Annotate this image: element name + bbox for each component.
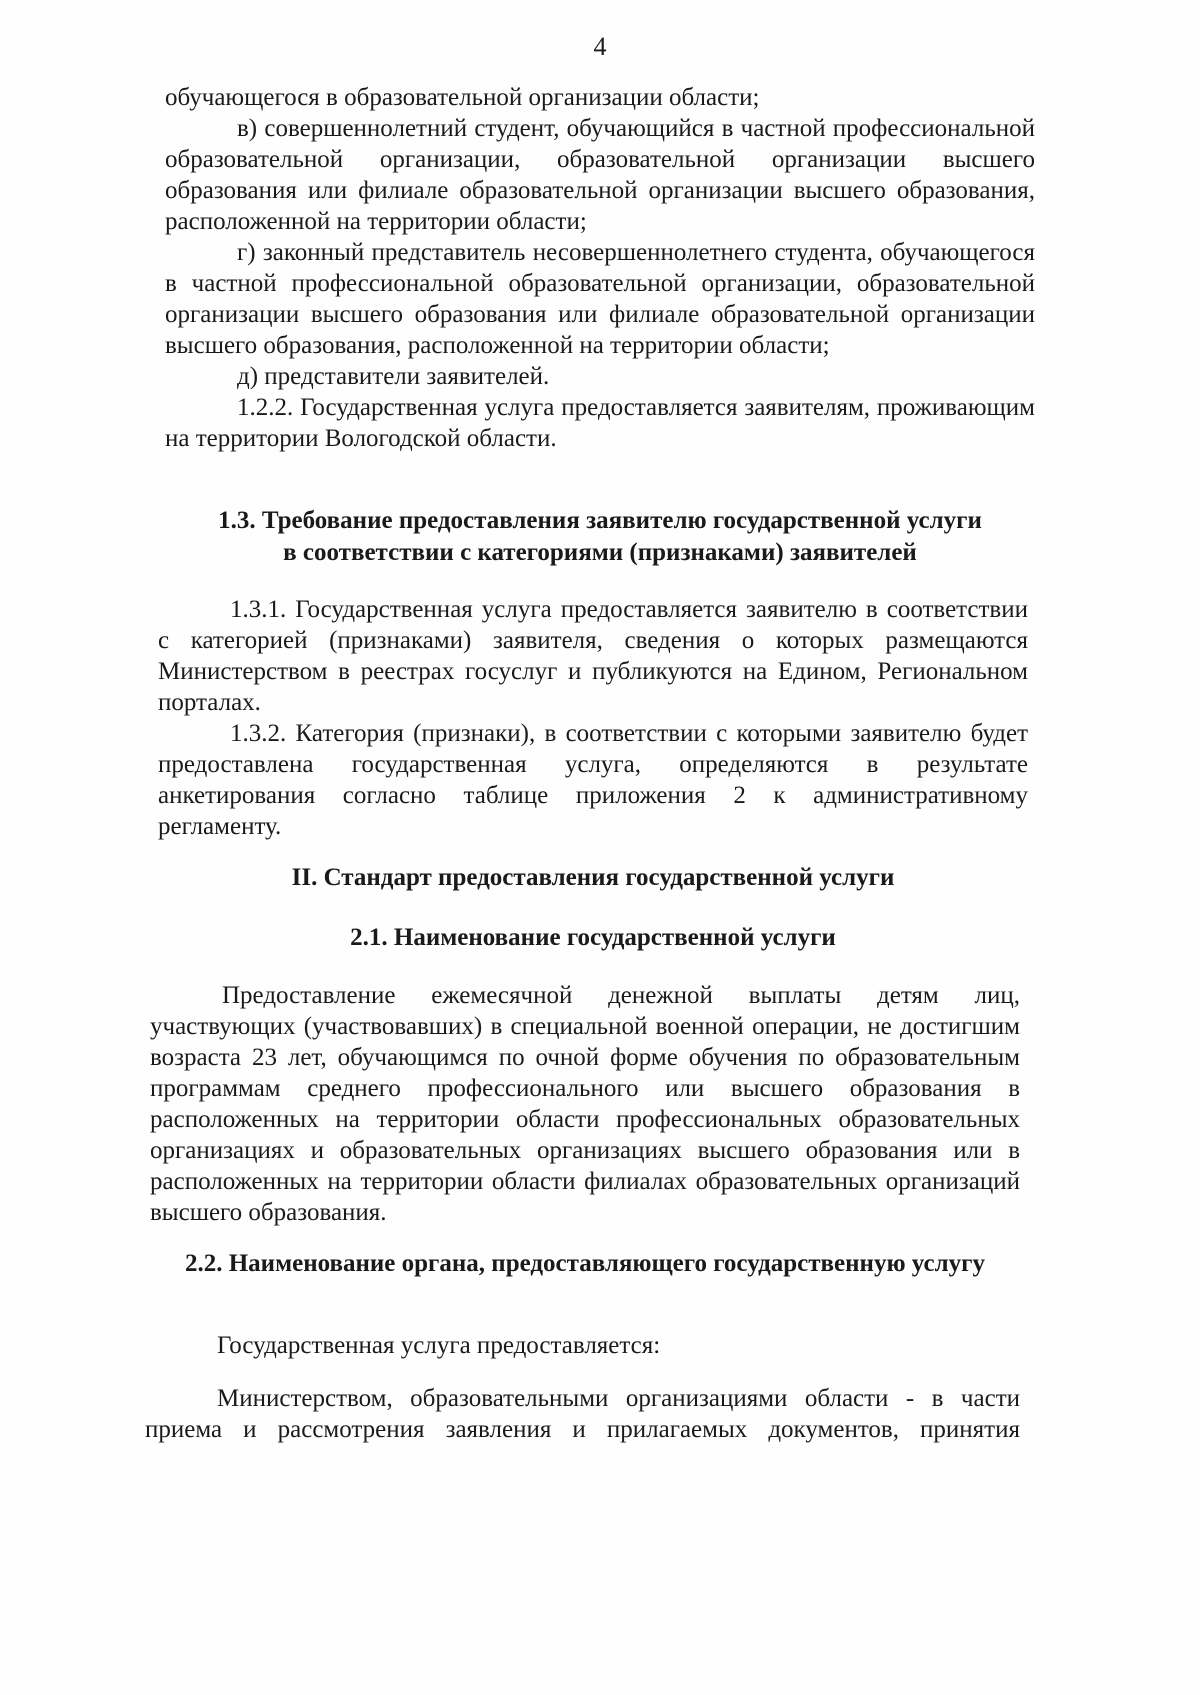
item-v: в) совершеннолетний студент, обучающийся в частной профессиональной образовательной организации, образовательной организации высшего образования или филиале образовательной организации высшего образования, расположенной на территории области;: [165, 115, 1035, 235]
heading-1-3-line-1: 1.3. Требование предоставления заявителю государственной услуги: [218, 507, 982, 534]
item-g: г) законный представитель несовершеннолетнего студента, обучающегося в частной профессиональной образовательной организации, образовательной организации высшего образования или филиале образовательной организации высшего образования, расположенной на территории области;: [165, 239, 1035, 359]
clause-1-2-2: 1.2.2. Государственная услуга предоставляется заявителям, проживающим на территории Вологодской области.: [165, 394, 1035, 452]
page-number: 4: [593, 32, 607, 61]
section-1-3-body: [158, 594, 1028, 842]
section-2-1-body: [150, 980, 1020, 1228]
heading-2-1: 2.1. Наименование государственной услуги: [350, 924, 836, 951]
item-b-tail: обучающегося в образовательной организации области;: [165, 84, 760, 111]
section-2-2-body: [145, 1330, 1020, 1445]
item-d: д) представители заявителей.: [237, 363, 550, 390]
heading-2-2: 2.2. Наименование органа, предоставляющего государственную услугу: [184, 1250, 986, 1277]
clause-1-3-2: 1.3.2. Категория (признаки), в соответствии с которыми заявителю будет предоставлена государственная услуга, определяются в результате анкетирования согласно таблице приложения 2 к административному регламенту.: [158, 720, 1028, 840]
authority-text: Министерством, образовательными организациями области - в части приема и рассмотрения заявления и прилагаемых документов, принятия: [145, 1385, 1020, 1443]
heading-1-3: [165, 505, 1035, 569]
clause-1-3-1: 1.3.1. Государственная услуга предоставляется заявителю в соответствии с категорией (признаками) заявителя, сведения о которых размещаются Министерством в реестрах госуслуг и публикуются на Едином, Региональном порталах.: [158, 596, 1028, 716]
service-name-text: Предоставление ежемесячной денежной выплаты детям лиц, участвующих (участвовавших) в специальной военной операции, не достигшим возраста 23 лет, обучающимся по очной форме обучения по образовательным программам среднего профессионального или высшего образования в расположенных на территории области профессиональных образовательных организациях и образовательных организациях высшего образования или в расположенных на территории области филиалах образовательных организаций высшего образования.: [150, 982, 1020, 1226]
heading-1-3-line-2: в соответствии с категориями (признаками) заявителей: [283, 539, 917, 566]
section-1-2-continuation: [165, 82, 1035, 454]
authority-intro: Государственная услуга предоставляется:: [217, 1332, 661, 1359]
heading-section-2: II. Стандарт предоставления государственной услуги: [291, 864, 895, 891]
